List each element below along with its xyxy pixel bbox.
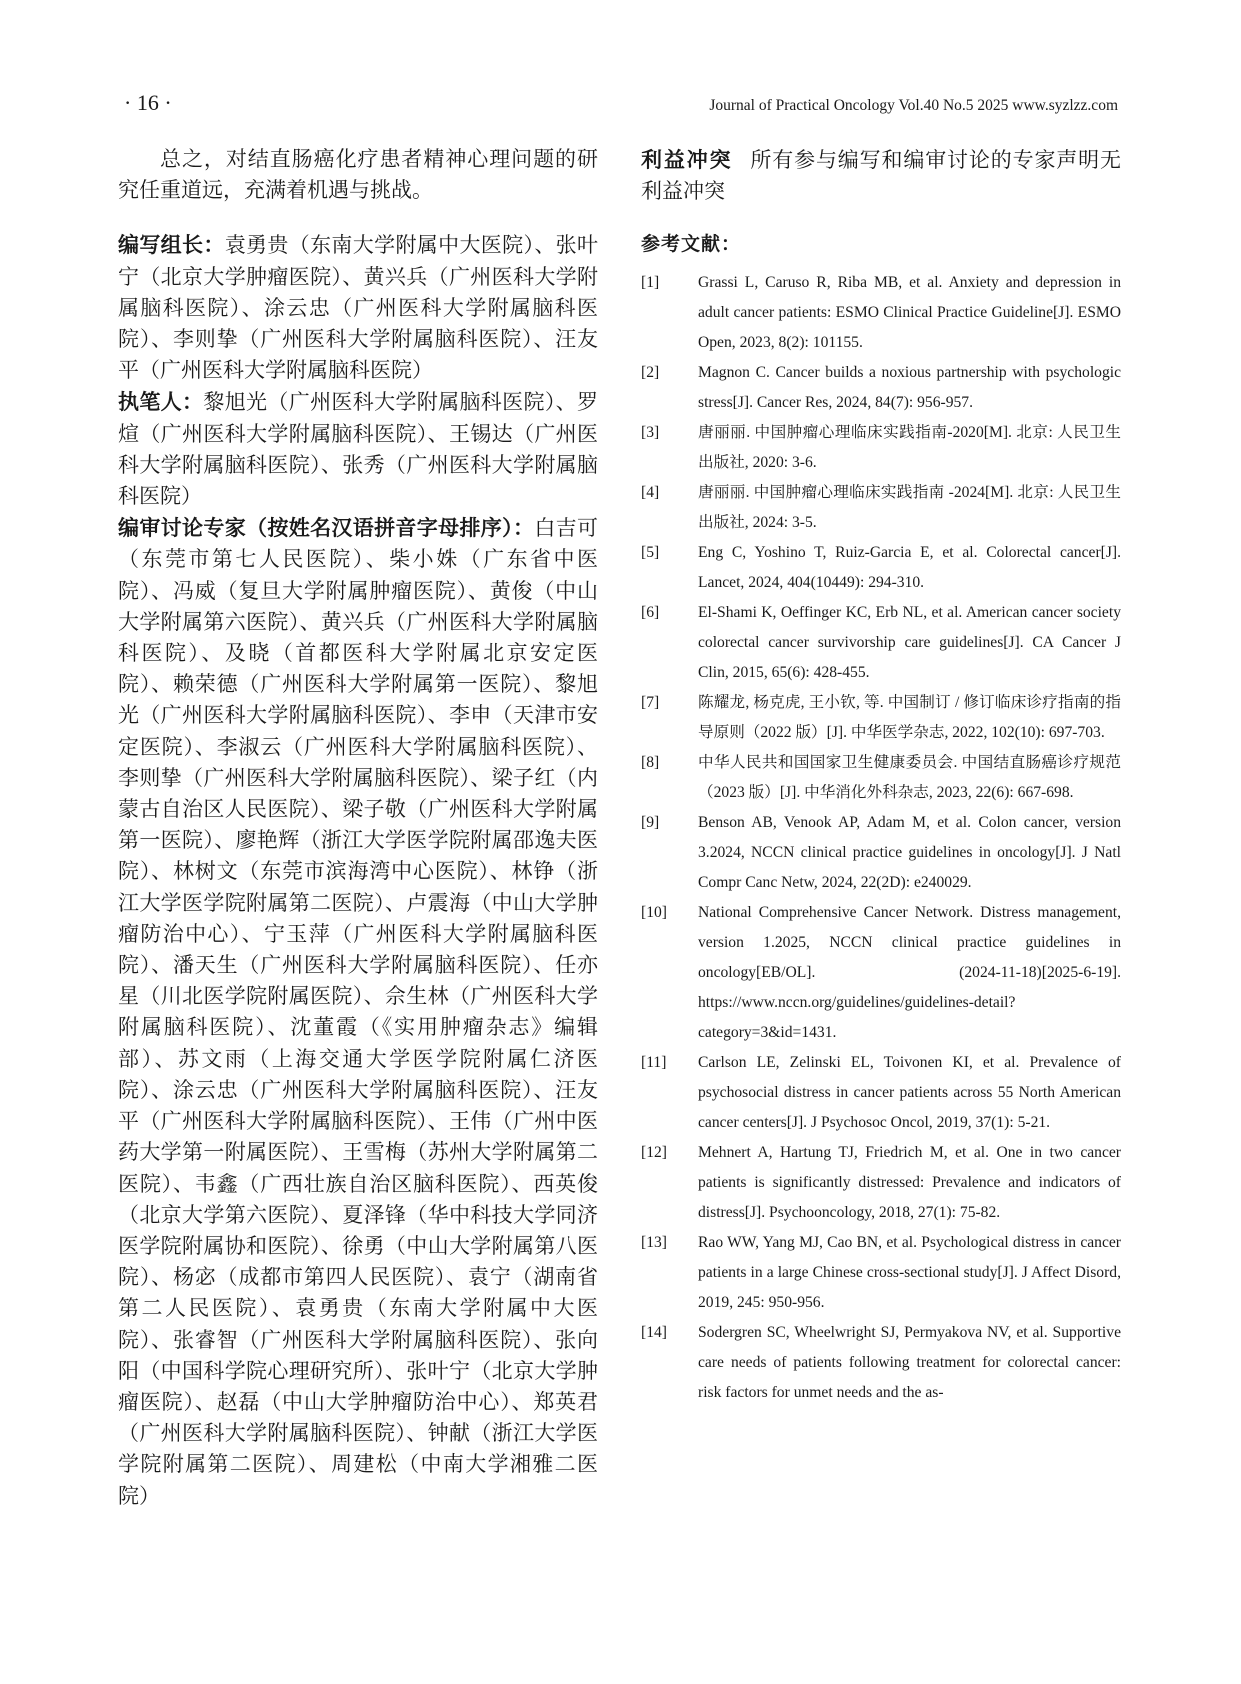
conclusion-paragraph: 总之，对结直肠癌化疗患者精神心理问题的研究任重道远，充满着机遇与挑战。 <box>118 147 598 203</box>
reference-text: 唐丽丽. 中国肿瘤心理临床实践指南 -2024[M]. 北京: 人民卫生出版社, 2024: 3-5. <box>698 484 1121 532</box>
reference-list <box>641 268 1121 1408</box>
reference-item <box>641 268 1121 358</box>
experts-text: 白吉可（东莞市第七人民医院）、柴小姝（广东省中医院）、冯威（复旦大学附属肿瘤医院）、黄俊（中山大学附属第六医院）、黄兴兵（广州医科大学附属脑科医院）、及晓（首都医科大学附属北京安定医院）、赖荣德（广州医科大学附属第一医院）、黎旭光（广州医科大学附属脑科医院）、李申（天津市安定医院）、李淑云（广州医科大学附属脑科医院）、李则挚（广州医科大学附属脑科医院）、梁子红（内蒙古自治区人民医院）、梁子敬（广州医科大学附属第一医院）、廖艳辉（浙江大学医学院附属邵逸夫医院）、林树文（东莞市滨海湾中心医院）、林铮（浙江大学医学院附属第二医院）、卢震海（中山大学肿瘤防治中心）、宁玉萍（广州医科大学附属脑科医院）、潘天生（广州医科大学附属脑科医院）、任亦星（川北医学院附属医院）、佘生林（广州医科大学附属脑科医院）、沈董霞（《实用肿瘤杂志》编辑部）、苏文雨（上海交通大学医学院附属仁济医院）、涂云忠（广州医科大学附属脑科医院）、汪友平（广州医科大学附属脑科医院）、王伟（广州中医药大学第一附属医院）、王雪梅（苏州大学附属第二医院）、韦鑫（广西壮族自治区脑科医院）、西英俊（北京大学第六医院）、夏泽锋（华中科技大学同济医学院附属协和医院）、徐勇（中山大学附属第八医院）、杨宓（成都市第四人民医院）、袁宁（湖南省第二人民医院）、袁勇贵（东南大学附属中大医院）、张睿智（广州医科大学附属脑科医院）、张向阳（中国科学院心理研究所）、张叶宁（北京大学肿瘤医院）、赵磊（中山大学肿瘤防治中心）、郑英君（广州医科大学附属脑科医院）、钟献（浙江大学医学院附属第二医院）、周建松（中南大学湘雅二医院） <box>118 516 599 1508</box>
reference-number: [11] <box>641 1054 667 1072</box>
reference-number: [12] <box>641 1144 667 1162</box>
journal-header: Journal of Practical Oncology Vol.40 No.5 2025 www.syzlzz.com <box>709 97 1118 114</box>
reference-text: 中华人民共和国国家卫生健康委员会. 中国结直肠癌诊疗规范（2023 版）[J]. 中华消化外科杂志, 2023, 22(6): 667-698. <box>698 754 1121 802</box>
reference-number: [6] <box>641 604 660 622</box>
reference-item <box>641 358 1121 418</box>
reference-number: [3] <box>641 424 660 442</box>
reference-number: [13] <box>641 1234 667 1252</box>
reference-item <box>641 898 1121 1048</box>
coi-text: 所有参与编写和编审讨论的专家声明无利益冲突 <box>641 148 1122 204</box>
reference-number: [14] <box>641 1324 667 1342</box>
reference-text: Eng C, Yoshino T, Ruiz-Garcia E, et al. Colorectal cancer[J]. Lancet, 2024, 404(10449): 294-310. <box>698 544 1121 592</box>
references-heading: 参考文献： <box>641 233 742 256</box>
reference-item <box>641 688 1121 748</box>
reference-text: Grassi L, Caruso R, Riba MB, et al. Anxiety and depression in adult cancer patients: ESMO Clinical Practice Guideline[J]. ESMO Open, 2023, 8(2): 101155. <box>698 274 1121 352</box>
writers-credit <box>118 386 598 512</box>
left-column <box>118 144 598 1512</box>
reference-item <box>641 1138 1121 1228</box>
reference-number: [5] <box>641 544 660 562</box>
reference-number: [2] <box>641 364 660 382</box>
reference-number: [8] <box>641 754 660 772</box>
reference-number: [9] <box>641 814 660 832</box>
reference-item <box>641 1048 1121 1138</box>
right-column <box>641 144 1121 1408</box>
reference-text: Benson AB, Venook AP, Adam M, et al. Colon cancer, version 3.2024, NCCN clinical practice guidelines in oncology[J]. J Natl Compr Canc Netw, 2024, 22(2D): e240029. <box>698 814 1121 892</box>
reference-text: Sodergren SC, Wheelwright SJ, Permyakova NV, et al. Supportive care needs of patients following treatment for colorectal cancer: risk factors for unmet needs and the as- <box>698 1324 1121 1402</box>
reference-item <box>641 538 1121 598</box>
reference-number: [4] <box>641 484 660 502</box>
reference-number: [7] <box>641 694 660 712</box>
reference-item <box>641 598 1121 688</box>
reference-text: Mehnert A, Hartung TJ, Friedrich M, et al. One in two cancer patients is significantly distressed: Prevalence and indicators of distress[J]. Psychooncology, 2018, 27(1): 75-82. <box>698 1144 1121 1222</box>
experts-credit <box>118 512 598 1512</box>
reference-text: Carlson LE, Zelinski EL, Toivonen KI, et al. Prevalence of psychosocial distress in cancer patients across 55 North American cancer centers[J]. J Psychosoc Oncol, 2019, 37(1): 5-21. <box>698 1054 1121 1132</box>
writers-label: 执笔人： <box>118 389 204 415</box>
writers-text: 黎旭光（广州医科大学附属脑科医院）、罗煊（广州医科大学附属脑科医院）、王锡达（广州医科大学附属脑科医院）、张秀（广州医科大学附属脑科医院） <box>118 390 599 509</box>
group-leader-label: 编写组长： <box>118 232 225 258</box>
reference-text: 陈耀龙, 杨克虎, 王小钦, 等. 中国制订 / 修订临床诊疗指南的指导原则（2022 版）[J]. 中华医学杂志, 2022, 102(10): 697-703. <box>698 694 1121 742</box>
reference-text: Rao WW, Yang MJ, Cao BN, et al. Psychological distress in cancer patients in a large Chinese cross-sectional study[J]. J Affect Disord, 2019, 245: 950-956. <box>698 1234 1121 1312</box>
reference-item <box>641 748 1121 808</box>
conflict-of-interest <box>641 144 1121 207</box>
reference-text: National Comprehensive Cancer Network. Distress management, version 1.2025, NCCN clinical practice guidelines in oncology[EB/OL]. (2024-11-18)[2025-6-19]. https://www.nccn.org/guidelines/guidelines-detail?category=3&id=1431. <box>698 904 1121 1042</box>
reference-item <box>641 418 1121 478</box>
reference-number: [1] <box>641 274 660 292</box>
reference-number: [10] <box>641 904 667 922</box>
reference-item <box>641 808 1121 898</box>
reference-item <box>641 1228 1121 1318</box>
experts-label: 编审讨论专家（按姓名汉语拼音字母排序）： <box>118 515 535 541</box>
reference-text: El-Shami K, Oeffinger KC, Erb NL, et al. American cancer society colorectal cancer survivorship care guidelines[J]. CA Cancer J Clin, 2015, 65(6): 428-455. <box>698 604 1121 682</box>
reference-text: Magnon C. Cancer builds a noxious partnership with psychologic stress[J]. Cancer Res, 2024, 84(7): 956-957. <box>698 364 1121 412</box>
group-leader-text: 袁勇贵（东南大学附属中大医院）、张叶宁（北京大学肿瘤医院）、黄兴兵（广州医科大学附属脑科医院）、涂云忠（广州医科大学附属脑科医院）、李则挚（广州医科大学附属脑科医院）、汪友平（广州医科大学附属脑科医院） <box>118 233 599 383</box>
reference-item <box>641 1318 1121 1408</box>
reference-text: 唐丽丽. 中国肿瘤心理临床实践指南-2020[M]. 北京: 人民卫生出版社, 2020: 3-6. <box>698 424 1121 472</box>
page-number: · 16 · <box>124 90 172 115</box>
coi-label: 利益冲突 <box>641 147 733 172</box>
reference-item <box>641 478 1121 538</box>
group-leader-credit <box>118 229 598 386</box>
